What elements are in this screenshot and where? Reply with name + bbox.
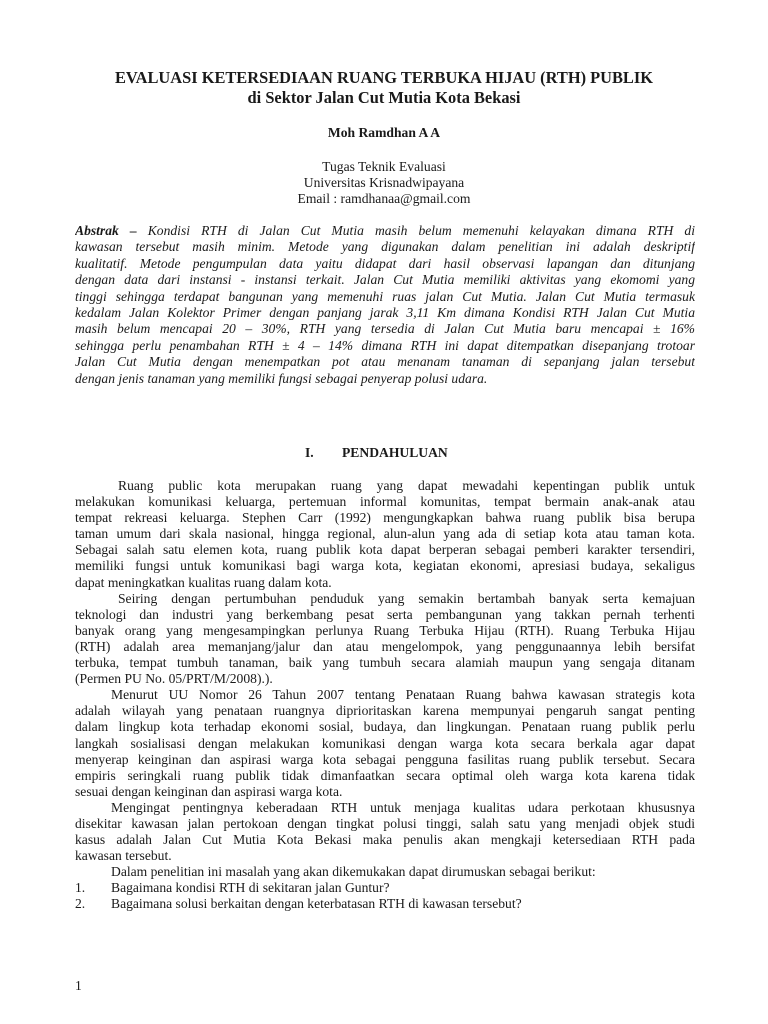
body-line: memiliki fungsi untuk komunikasi bagi warga kota, kegiatan ekonomi, apresiasi budaya, sekaligus	[75, 558, 695, 574]
abstract-line: kualitatif. Metode pengumpulan data yaitu didapat dari hasil observasi lapangan dan ditunjang	[75, 255, 695, 271]
body-line: sesuai dengan keinginan dan aspirasi warga kota.	[75, 783, 343, 799]
body-line: (Permen PU No. 05/PRT/M/2008).).	[75, 671, 273, 687]
paper-title	[60, 68, 708, 108]
abstract-line: Jalan Cut Mutia dengan menempatkan pot atau menanam tanaman di sepanjang jalan tersebut	[75, 354, 695, 370]
affiliation-university: Universitas Krisnadwipayana	[303, 175, 465, 190]
author-name: Moh Ramdhan A A	[327, 125, 441, 140]
body-line: teknologi dan industri yang berkembang pesat serta pembangunan yang takkan pernah terhenti	[75, 606, 695, 622]
body-line: dalam lingkup kota terhadap ekonomi sosial, budaya, dan lingkungan. Penataan ruang publik perlu	[75, 719, 695, 735]
body-text	[75, 478, 695, 913]
section-number: I.	[305, 445, 314, 460]
body-line: kasus adalah Jalan Cut Mutia Kota Bekasi maka penulis akan mengkaji ketersediaan RTH pada	[75, 832, 695, 848]
abstract	[75, 223, 695, 387]
abstract-line: masih belum mencapai 20 – 30%, RTH yang tersedia di Jalan Cut Mutia baru mencapai ± 16%	[75, 321, 695, 337]
body-line: adalah wilayah yang penataan ruangnya diprioritaskan karena mempunyai pengaruh sangat penting	[75, 703, 695, 719]
body-line: banyak orang yang mengesampingkan perlunya Ruang Terbuka Hijau (RTH). Ruang Terbuka Hijau	[75, 622, 695, 638]
list-item-text: Bagaimana kondisi RTH di sekitaran jalan Guntur?	[111, 880, 390, 896]
list-item-text: Bagaimana solusi berkaitan dengan keterbatasan RTH di kawasan tersebut?	[111, 896, 522, 912]
body-line: terbuka, tempat tumbuh tanaman, baik yang tumbuh secara alamiah maupun yang sengaja ditanam	[75, 655, 695, 671]
body-line: menyerap keinginan dan aspirasi warga kota sebagai pengguna fasilitas ruang publik tersebut. Secara	[75, 751, 695, 767]
title-line-1: EVALUASI KETERSEDIAAN RUANG TERBUKA HIJAU (RTH) PUBLIK	[115, 68, 653, 87]
body-line: disekitar kawasan jalan pertokoan dengan tingkat polusi tinggi, salah satu yang menjadi objek studi	[75, 815, 695, 831]
body-line: Ruang public kota merupakan ruang yang dapat mewadahi kepentingan publik untuk	[118, 478, 695, 493]
page-number: 1	[75, 978, 82, 993]
body-line: (RTH) adalah area memanjang/jalur dan atau mengelompok, yang penggunaannya lebih bersifat	[75, 638, 695, 654]
body-line: dapat meningkatkan kualitas ruang dalam kota.	[75, 574, 332, 590]
body-line: Menurut UU Nomor 26 Tahun 2007 tentang Penataan Ruang bahwa kawasan strategis kota	[111, 687, 695, 703]
abstract-line: kawasan tersebut masih minim. Metode yang digunakan dalam penelitian ini adalah deskriptif	[75, 239, 695, 255]
body-line: langkah sosialisasi dengan melakukan komunikasi dengan warga kota secara berkala agar dapat	[75, 735, 695, 751]
list-item	[75, 880, 695, 896]
abstract-label: Abstrak –	[75, 223, 137, 238]
abstract-line: kedalam Jalan Kolektor Primer dengan panjang jarak 3,11 Km dimana Kondisi RTH Jalan Cut Mutia	[75, 305, 695, 321]
body-line: empiris seringkali ruang publik tidak dimanfaatkan secara optimal oleh warga kota karena tidak	[75, 767, 695, 783]
title-line-2: di Sektor Jalan Cut Mutia Kota Bekasi	[247, 88, 521, 107]
abstract-line: tinggi sehingga terdapat bangunan yang memenuhi ruas jalan Cut Mutia. Jalan Cut Mutia termasuk	[75, 288, 695, 304]
abstract-line: sehingga perlu penambahan RTH ± 4 – 14% dimana RTH ini dapat ditempatkan disepanjang trotoar	[75, 337, 695, 353]
abstract-line: dengan data dari instansi - instansi terkait. Jalan Cut Mutia memiliki aktivitas yang ekomomi yang	[75, 272, 695, 288]
body-line: melakukan komunikasi keluarga, pertemuan informal komunitas, tempat bermain anak-anak atau	[75, 494, 695, 510]
body-line: taman umum dari skala nasional, hingga regional, alun-alun yang ada di setiap kota atau taman kota.	[75, 526, 695, 542]
abstract-line: dengan jenis tanaman yang memiliki fungsi sebagai penyerap polusi udara.	[75, 370, 488, 386]
list-item-number: 1.	[75, 880, 86, 896]
body-line: tempat rekreasi keluarga. Stephen Carr (1992) mengungkapkan bahwa ruang publik bisa berupa	[75, 510, 695, 526]
affiliation-email: Email : ramdhanaa@gmail.com	[297, 191, 471, 206]
affiliation-course: Tugas Teknik Evaluasi	[322, 159, 446, 174]
list-item-number: 2.	[75, 896, 86, 912]
body-line: Mengingat pentingnya keberadaan RTH untuk menjaga kualitas udara perkotaan khususnya	[111, 799, 695, 815]
abstract-line: Abstrak – Kondisi RTH di Jalan Cut Mutia masih belum memenuhi kelayakan dimana RTH di	[75, 223, 695, 238]
body-line: Sebagai salah satu elemen kota, ruang publik kota dapat berperan sebagai pemberi karakter tersendiri,	[75, 542, 695, 558]
section-title: PENDAHULUAN	[342, 445, 448, 460]
body-line: Seiring dengan pertumbuhan penduduk yang semakin bertambah banyak serta kemajuan	[118, 590, 695, 606]
list-item	[75, 896, 695, 912]
body-line: Dalam penelitian ini masalah yang akan dikemukakan dapat dirumuskan sebagai berikut:	[111, 864, 596, 880]
body-line: kawasan tersebut.	[75, 848, 172, 864]
